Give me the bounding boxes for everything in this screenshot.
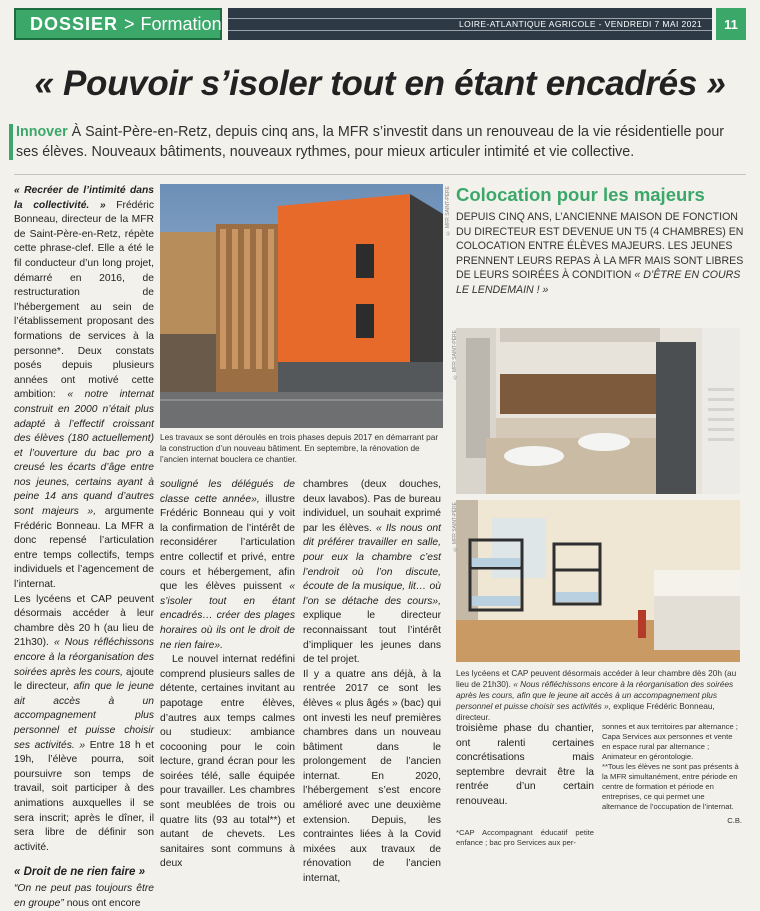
paragraph	[14, 882, 154, 911]
text: nous ont encore	[66, 897, 141, 909]
quote: « notre internat construit en 2000 n’était plus adapté à l’effectif croissant des élèves (180 actuellement) et l’ouverture du bac pro a creusé les écarts d’âge entre nos jeunes, certains ayant à peine 14 ans quand d’autres sont majeurs »,	[14, 389, 154, 518]
text: argumente Frédéric Bonneau. La MFR a donc repensé l’articulation entre temps collectifs, temps individuels et l’agencement de l’internat.	[14, 506, 154, 591]
text: Entre 18 h et 19h, l’élève pourra, soit poursuivre son temps de travail, soit participer à des animations auxquelles il se sera inscrit; après le dîner, il sera libre de définir son activité.	[14, 739, 154, 853]
box-text	[456, 210, 744, 297]
header-bar-line	[228, 30, 712, 31]
text: explique le directeur reconnaissant tout l’intérêt d’impliquer les jeunes dans de tel projet.	[303, 610, 441, 666]
photo-caption	[456, 668, 746, 723]
lead-accent-bar	[9, 124, 13, 160]
quote: « D’ÊTRE EN COURS LE LENDEMAIN ! »	[456, 269, 741, 296]
subsection-label: Formation	[140, 13, 222, 34]
lead-text: À Saint-Père-en-Retz, depuis cinq ans, la MFR s’investit dans un renouveau de la vie résidentielle pour ses élèves. Nouveaux bâtiments, nouveaux rythmes, pour mieux articuler intimité et vie collective.	[16, 124, 725, 160]
publication-info: LOIRE-ATLANTIQUE AGRICOLE - VENDREDI 7 MAI 2021	[455, 19, 706, 30]
paragraph	[303, 478, 441, 668]
divider	[14, 174, 746, 175]
text: DEPUIS CINQ ANS, L’ANCIENNE MAISON DE FONCTION DU DIRECTEUR EST DEVENUE UN T5 (4 CHAMBRES) EN COLOCATION ENTRE ÉLÈVES MAJEURS. LES JEUNES PRENNENT LEURS REPAS À LA MFR MAIS SONT LIBRES DE LEURS SOIRÉES À CONDITION	[456, 211, 744, 281]
photo-bedroom	[456, 500, 740, 662]
quote: afin que le jeune ait accès à un accompagnement plus personnel et puisse choisir ses activités. »	[14, 681, 154, 751]
text: explique Frédéric Bonneau, directeur.	[456, 701, 715, 722]
box-title: Colocation pour les majeurs	[456, 184, 705, 205]
text: ajoute le directeur,	[14, 666, 154, 693]
column-1	[14, 184, 154, 909]
article-title: « Pouvoir s’isoler tout en étant encadrés »	[34, 64, 726, 103]
section-tag	[14, 8, 222, 40]
section-separator: >	[124, 13, 135, 34]
footnote: **Tous les élèves ne sont pas présents à la MFR simultanément, entre période en centre de formation et période en entreprises, ce qui permet une alternance de l’occupation de l’internat.	[602, 762, 739, 811]
quote: « s’isoler tout en étant encadrés… créer des plages horaires où ils ont le droit de ne rien faire».	[160, 581, 295, 651]
page-header	[14, 8, 746, 40]
paragraph: troisième phase du chantier, ont ralenti certaines concrétisations mais septembre devrait être la rentrée d’un certain renouveau.	[456, 723, 594, 807]
quote: souligné les délégués de classe cette année»,	[160, 479, 295, 505]
paragraph: Le nouvel internat redéfini comprend plusieurs salles de détente, certaines invitant au papotage entre élèves, d’autres aux temps calmes ou studieux: ambiance cocooning pour le coin lecture, grand écran pour les soirées télé, salle équipée pour travailler. Les chambres sont meublées de trois ou quatre lits (93 au total**) et autant de chevets. Les sanitaires sont communs à deux	[160, 654, 295, 870]
paragraph	[14, 593, 154, 856]
page-number: 11	[716, 8, 746, 40]
paragraph: Il y a quatre ans déjà, à la rentrée 2017 ce sont les élèves « plus âgés » (bac) qui ont investi les neuf premières chambres dans un nouveau bâtiment dans le prolongement de l’ancien internat. En 2020, l’hébergement s’est encore amélioré avec une deuxième extension. Depuis, les contraintes liées à la Covid mixées aux travaux de rénovation de l’ancien internat,	[303, 668, 441, 885]
photo-credit: © MFR SAINT-PÈRE	[445, 186, 451, 236]
bedroom-illustration	[456, 500, 740, 662]
footnote: sonnes et aux territoires par alternance ; Capa Services aux personnes et vente en espace rural par alternance ; Animateur en gérontologie.	[602, 722, 738, 761]
quote: « Recréer de l’intimité dans la collectivité. »	[14, 185, 154, 211]
quote: “On ne peut pas toujours être en groupe”	[14, 882, 154, 909]
column-3	[303, 478, 441, 885]
lead-keyword: Innover	[16, 124, 68, 140]
quote: « Nous réfléchissons encore à la réorganisation des soirées après les cours,	[14, 637, 154, 678]
author-signature: C.B.	[727, 816, 742, 825]
text: chambres (deux douches, deux lavabos). Pas de bureau individuel, un souhait exprimé par les élèves.	[303, 479, 441, 534]
bathroom-illustration	[456, 328, 740, 494]
subheading: « Droit de ne rien faire »	[14, 866, 146, 879]
paragraph	[160, 478, 295, 653]
footnote: *CAP Accompagnant éducatif petite enfance ; bac pro Services aux per-	[456, 827, 594, 847]
building-illustration	[160, 184, 443, 428]
quote: « Nous réfléchissons encore à la réorganisation des soirées après les cours, afin que le jeune ait accès à un accompagnement plus personnel et puisse choisir ses activités »,	[456, 679, 734, 711]
article-lead	[16, 122, 746, 162]
column-2	[160, 478, 295, 870]
quote: « Ils nous ont dit préférer travailler en salle, pour eux la chambre c’est l’endroit où l’on discute, écoute de la musique, lit… où l’on se détache des cours»,	[303, 522, 441, 607]
text: Frédéric Bonneau, directeur de la MFR de Saint-Père-en-Retz, répète cette phrase-clef. Elle a été le fil conducteur d’un long projet, démarré en 2016, de restructuration de l’hébergement au sein de l’établissement proposant des formations de services à la personne*. Deux constats posés depuis plusieurs années ont motivé cette ambition:	[14, 199, 154, 401]
photo-credit: © MFR SAINT-PÈRE	[452, 502, 458, 552]
photo-bathroom	[456, 328, 740, 494]
photo-caption: Les travaux se sont déroulés en trois phases depuis 2017 en démarrant par la construction d’un nouveau bâtiment. En septembre, la rénovation de l’ancien internat bouclera ce chantier.	[160, 432, 439, 464]
text: Les lycéens et CAP peuvent désormais accéder à leur chambre dès 20 h (au lieu de 21h30).	[14, 593, 154, 649]
photo-credit: © MFR SAINT-PÈRE	[452, 330, 458, 380]
text: illustre Frédéric Bonneau qui y voit la confirmation de l’intérêt de reconsidérer l’articulation entre collectif et privé, entre cours et hébergement, afin que les élèves puissent	[160, 493, 295, 593]
column-4	[456, 722, 594, 848]
section-label: DOSSIER	[30, 13, 119, 34]
column-5	[602, 722, 742, 826]
photo-building	[160, 184, 443, 428]
text: Les lycéens et CAP peuvent désormais accéder à leur chambre dès 20h (au lieu de 21h30).	[456, 668, 737, 689]
paragraph	[14, 184, 154, 593]
